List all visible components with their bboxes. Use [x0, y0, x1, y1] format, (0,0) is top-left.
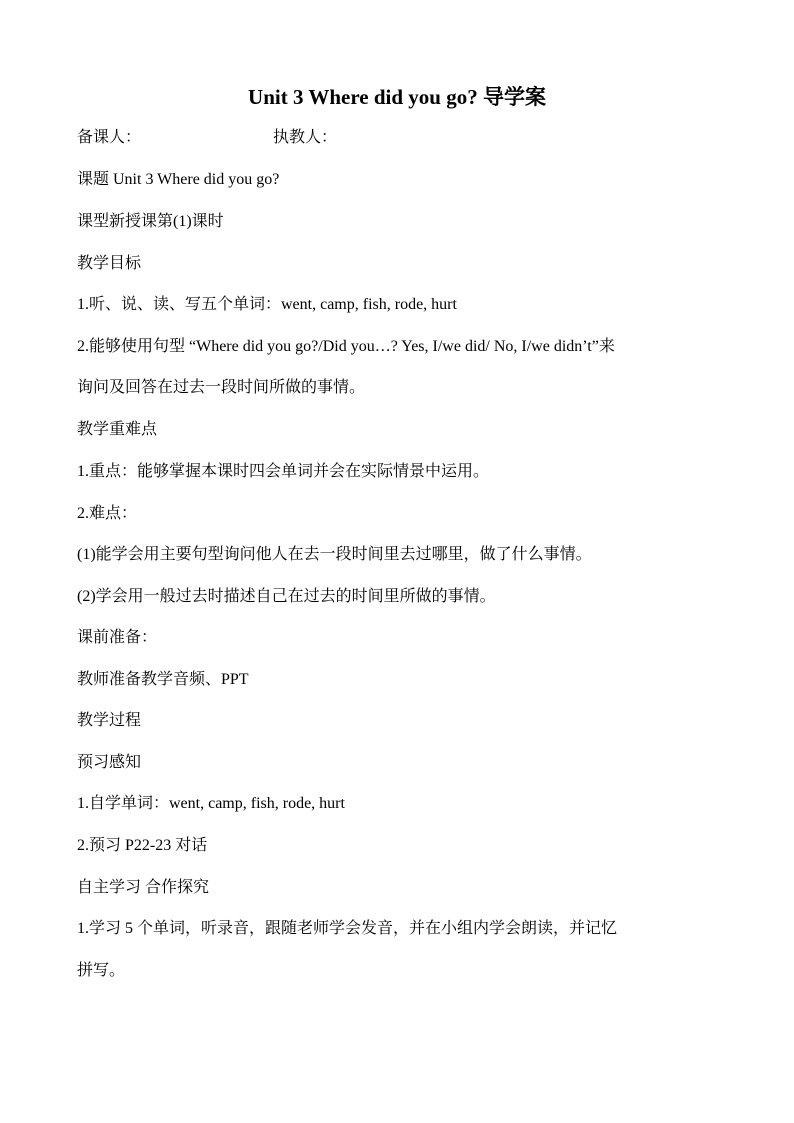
section-heading-objectives: 教学目标 [77, 255, 142, 272]
key-point-item: 2.难点： [77, 505, 138, 522]
study-item-continued: 拼写。 [77, 962, 126, 979]
author-row [77, 127, 338, 149]
preview-item: 1.自学单词：went, camp, fish, rode, hurt [77, 795, 345, 812]
section-heading-preparation: 课前准备： [77, 629, 158, 646]
preparation-item: 教师准备教学音频、PPT [77, 671, 249, 688]
study-item: 1.学习 5 个单词，听录音，跟随老师学会发音，并在小组内学会朗读，并记忆 [77, 920, 618, 937]
difficulty-item: (2)学会用一般过去时描述自己在过去的时间里所做的事情。 [77, 588, 496, 605]
subsection-heading-preview: 预习感知 [77, 754, 142, 771]
subsection-heading-study: 自主学习 合作探究 [77, 879, 210, 896]
section-heading-key-points: 教学重难点 [77, 421, 158, 438]
key-point-item: 1.重点：能够掌握本课时四会单词并会在实际情景中运用。 [77, 463, 490, 480]
document-title: Unit 3 Where did you go? 导学案 [248, 85, 546, 109]
lesson-topic: 课题 Unit 3 Where did you go? [77, 171, 280, 188]
section-heading-process: 教学过程 [77, 712, 142, 729]
objective-item: 2.能够使用句型 “Where did you go?/Did you…? Yes, I/we did/ No, I/we didn’t”来 [77, 338, 615, 355]
preview-item: 2.预习 P22-23 对话 [77, 837, 208, 854]
objective-item: 1.听、说、读、写五个单词：went, camp, fish, rode, hurt [77, 296, 457, 313]
objective-item-continued: 询问及回答在过去一段时间所做的事情。 [77, 379, 366, 396]
difficulty-item: (1)能学会用主要句型询问他人在去一段时间里去过哪里，做了什么事情。 [77, 546, 592, 563]
lesson-type: 课型新授课第(1)课时 [77, 213, 224, 230]
executor-label: 执教人： [273, 129, 338, 146]
preparer-label: 备课人： [77, 129, 142, 146]
